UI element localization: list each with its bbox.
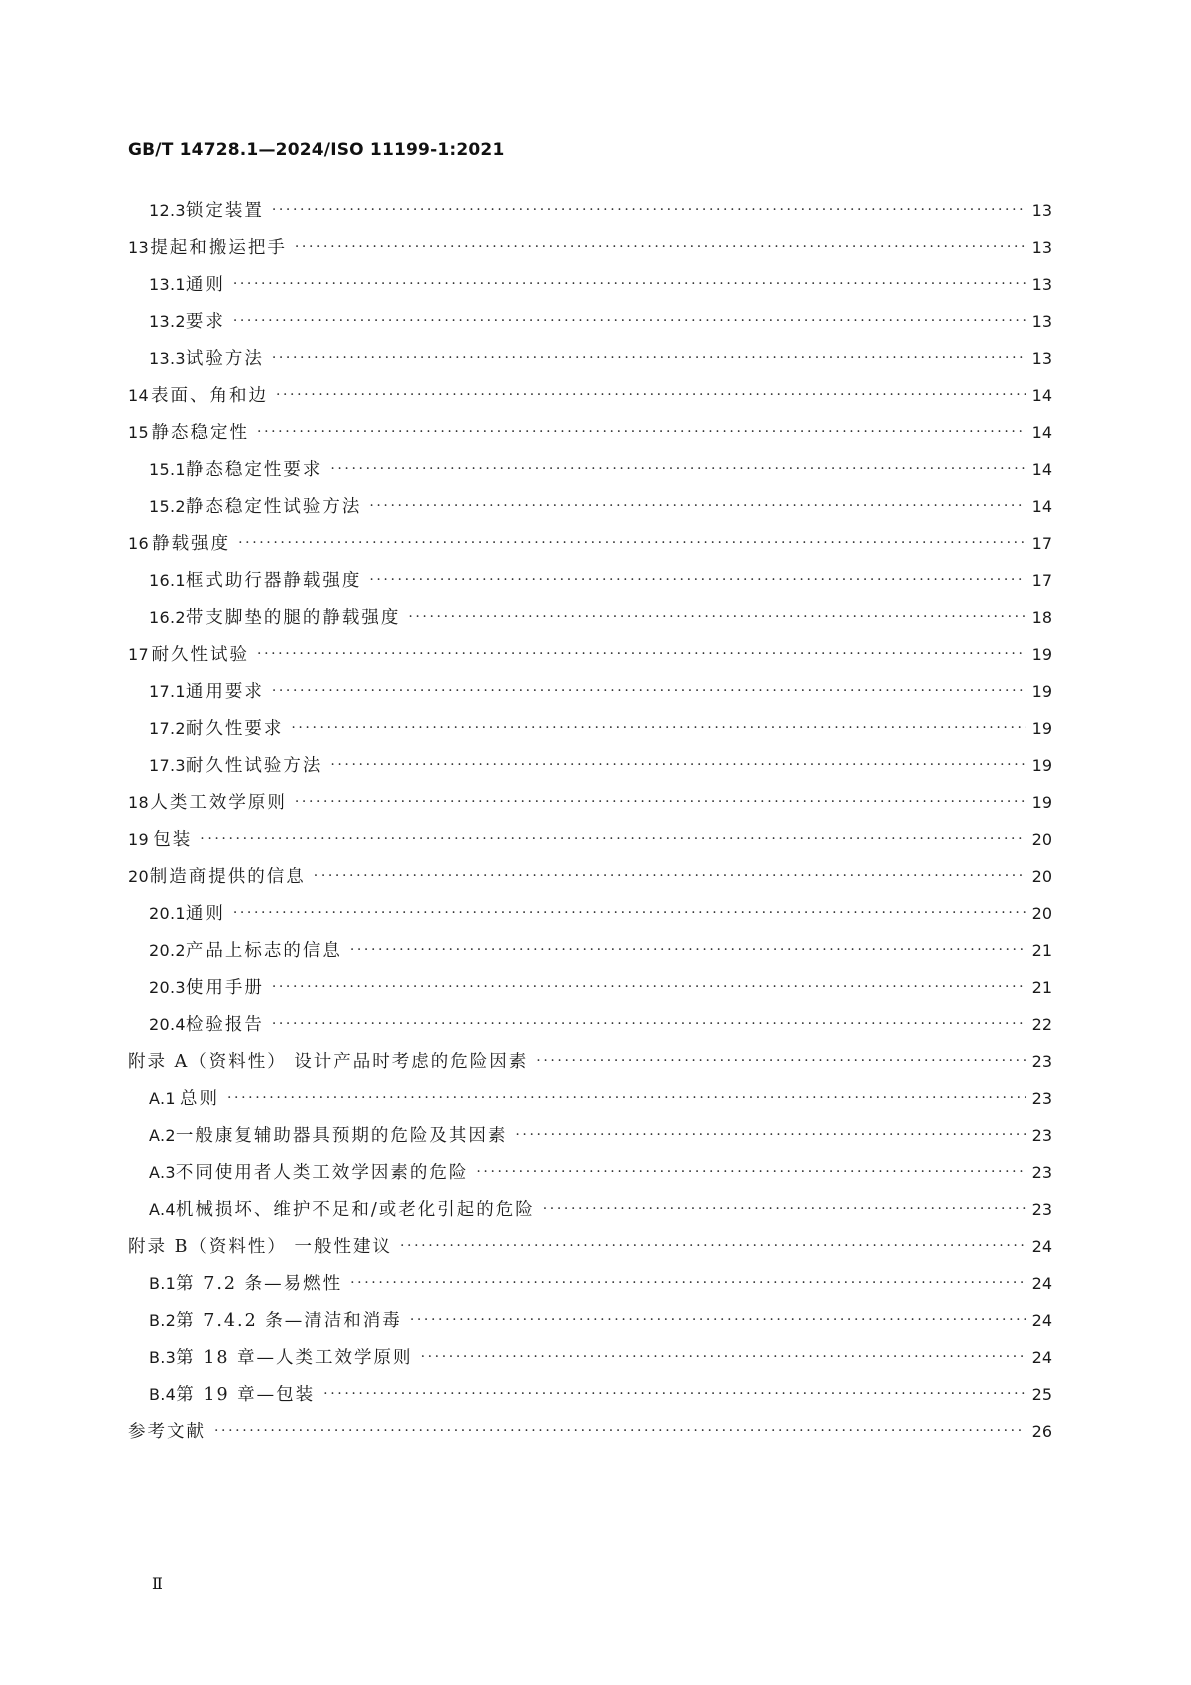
toc-entry[interactable] xyxy=(128,1413,1052,1450)
dot-leader xyxy=(295,229,1026,266)
toc-entry-page: 14 xyxy=(1031,386,1052,405)
dot-leader xyxy=(350,1265,1026,1302)
toc-entry-title: 提起和搬运把手 xyxy=(150,238,287,258)
toc-entry[interactable] xyxy=(128,858,1052,895)
toc-entry-page: 24 xyxy=(1031,1274,1052,1293)
toc-entry-page: 13 xyxy=(1031,312,1052,331)
dot-leader xyxy=(272,1006,1026,1043)
toc-entry-title: 人类工效学原则 xyxy=(150,793,287,813)
toc-entry-number: 17.1 xyxy=(149,682,186,701)
toc-entry-title: 静态稳定性 xyxy=(151,423,250,443)
toc-entry-page: 24 xyxy=(1031,1348,1052,1367)
dot-leader xyxy=(227,1080,1026,1117)
dot-leader xyxy=(350,932,1026,969)
toc-entry-title: 第 19 章—包装 xyxy=(176,1385,316,1405)
dot-leader xyxy=(233,303,1026,340)
toc-entry[interactable] xyxy=(128,1376,1052,1413)
toc-entry-title: 静态稳定性试验方法 xyxy=(185,497,362,517)
toc-entry-title: 框式助行器静载强度 xyxy=(185,571,362,591)
toc-entry[interactable] xyxy=(128,451,1052,488)
toc-entry[interactable] xyxy=(128,1043,1052,1080)
toc-entry-title: 通则 xyxy=(185,275,225,295)
footer-page-number: Ⅱ xyxy=(152,1574,163,1593)
dot-leader xyxy=(257,636,1026,673)
dot-leader xyxy=(276,377,1026,414)
toc-entry[interactable] xyxy=(128,784,1052,821)
toc-entry-title: 耐久性试验方法 xyxy=(185,756,323,776)
toc-entry-number: A.3 xyxy=(149,1163,176,1182)
toc-entry-number: A.4 xyxy=(149,1200,176,1219)
dot-leader xyxy=(369,562,1025,599)
toc-entry[interactable] xyxy=(128,932,1052,969)
dot-leader xyxy=(330,747,1025,784)
document-header xyxy=(128,140,504,160)
toc-entry-title: 附录 B（资料性） 一般性建议 xyxy=(128,1237,392,1257)
toc-entry-number: 17 xyxy=(128,645,149,664)
toc-entry-title: 静载强度 xyxy=(152,534,231,554)
toc-entry-page: 14 xyxy=(1031,423,1052,442)
toc-entry-number: 17.2 xyxy=(149,719,186,738)
toc-entry[interactable] xyxy=(128,747,1052,784)
toc-entry[interactable] xyxy=(128,821,1052,858)
toc-entry-page: 26 xyxy=(1031,1422,1052,1441)
toc-entry[interactable] xyxy=(128,229,1052,266)
toc-entry-title: 产品上标志的信息 xyxy=(185,941,342,961)
toc-entry-title: 第 18 章—人类工效学原则 xyxy=(176,1348,413,1368)
toc-entry-title: 要求 xyxy=(185,312,225,332)
toc-entry-title: 附录 A（资料性） 设计产品时考虑的危险因素 xyxy=(128,1052,529,1072)
toc-entry-page: 23 xyxy=(1031,1126,1052,1145)
dot-leader xyxy=(238,525,1026,562)
toc-entry-page: 21 xyxy=(1031,941,1052,960)
toc-entry-number: 15.1 xyxy=(149,460,186,479)
dot-leader xyxy=(408,599,1025,636)
toc-entry-title: 试验方法 xyxy=(185,349,264,369)
toc-entry-page: 19 xyxy=(1031,756,1052,775)
toc-entry-number: 20.1 xyxy=(149,904,186,923)
toc-entry-number: B.4 xyxy=(149,1385,177,1404)
toc-entry-title: 通用要求 xyxy=(185,682,264,702)
toc-entry-number: 20.2 xyxy=(149,941,186,960)
toc-entry-title: 不同使用者人类工效学因素的危险 xyxy=(175,1163,469,1183)
toc-entry[interactable] xyxy=(128,1265,1052,1302)
dot-leader xyxy=(272,192,1026,229)
dot-leader xyxy=(233,895,1026,932)
dot-leader xyxy=(400,1228,1026,1265)
dot-leader xyxy=(421,1339,1026,1376)
toc-entry[interactable] xyxy=(128,525,1052,562)
toc-entry-page: 21 xyxy=(1031,978,1052,997)
dot-leader xyxy=(272,673,1026,710)
toc-entry[interactable] xyxy=(128,1117,1052,1154)
dot-leader xyxy=(543,1191,1026,1228)
toc-entry[interactable] xyxy=(128,414,1052,451)
toc-entry-number: 20.3 xyxy=(149,978,186,997)
toc-entry-number: 12.3 xyxy=(149,201,186,220)
toc-entry[interactable] xyxy=(128,1302,1052,1339)
toc-entry-title: 通则 xyxy=(185,904,225,924)
toc-entry[interactable] xyxy=(128,1191,1052,1228)
toc-entry[interactable] xyxy=(128,340,1052,377)
toc-entry-title: 参考文献 xyxy=(128,1422,206,1442)
toc-entry-page: 24 xyxy=(1031,1237,1052,1256)
dot-leader xyxy=(233,266,1026,303)
toc-entry[interactable] xyxy=(128,192,1052,229)
toc-entry-number: 15.2 xyxy=(149,497,186,516)
dot-leader xyxy=(257,414,1026,451)
toc-entry-page: 19 xyxy=(1031,719,1052,738)
toc-entry-title: 包装 xyxy=(153,830,193,850)
toc-entry-title: 带支脚垫的腿的静载强度 xyxy=(185,608,401,628)
standard-number: GB/T 14728.1—2024/ISO 11199-1:2021 xyxy=(128,140,505,160)
dot-leader xyxy=(515,1117,1025,1154)
toc-entry-page: 13 xyxy=(1031,238,1052,257)
toc-entry-title: 制造商提供的信息 xyxy=(149,867,306,887)
toc-entry-page: 20 xyxy=(1031,867,1052,886)
dot-leader xyxy=(200,821,1025,858)
toc-entry[interactable] xyxy=(128,377,1052,414)
toc-entry-title: 使用手册 xyxy=(185,978,264,998)
dot-leader xyxy=(291,710,1025,747)
toc-entry[interactable] xyxy=(128,303,1052,340)
toc-entry-number: A.1 xyxy=(149,1089,176,1108)
dot-leader xyxy=(214,1413,1026,1450)
toc-entry-page: 13 xyxy=(1031,275,1052,294)
toc-entry-number: B.3 xyxy=(149,1348,177,1367)
table-of-contents xyxy=(128,192,1052,1450)
toc-entry-number: 20.4 xyxy=(149,1015,186,1034)
toc-entry-title: 耐久性试验 xyxy=(151,645,250,665)
dot-leader xyxy=(369,488,1025,525)
toc-entry-title: 一般康复辅助器具预期的危险及其因素 xyxy=(175,1126,508,1146)
toc-entry-number: B.1 xyxy=(149,1274,177,1293)
toc-entry-number: B.2 xyxy=(149,1311,177,1330)
toc-entry-number: 16.2 xyxy=(149,608,186,627)
toc-entry-page: 25 xyxy=(1031,1385,1052,1404)
toc-entry-number: 19 xyxy=(128,830,149,849)
toc-entry[interactable] xyxy=(128,969,1052,1006)
toc-entry-number: 16.1 xyxy=(149,571,186,590)
toc-entry-page: 17 xyxy=(1031,571,1052,590)
toc-entry-title: 机械损坏、维护不足和/或老化引起的危险 xyxy=(175,1200,535,1220)
toc-entry[interactable] xyxy=(128,562,1052,599)
toc-entry-number: 17.3 xyxy=(149,756,186,775)
toc-entry-title: 检验报告 xyxy=(185,1015,264,1035)
toc-entry-page: 23 xyxy=(1031,1089,1052,1108)
toc-entry-number: 13.1 xyxy=(149,275,186,294)
toc-entry[interactable] xyxy=(128,673,1052,710)
toc-entry-page: 20 xyxy=(1031,904,1052,923)
dot-leader xyxy=(295,784,1026,821)
toc-entry[interactable] xyxy=(128,710,1052,747)
toc-entry-title: 锁定装置 xyxy=(185,201,264,221)
toc-entry[interactable] xyxy=(128,636,1052,673)
toc-entry[interactable] xyxy=(128,1080,1052,1117)
toc-entry-page: 23 xyxy=(1031,1052,1052,1071)
toc-entry-number: 18 xyxy=(128,793,149,812)
toc-entry-page: 22 xyxy=(1031,1015,1052,1034)
toc-entry-number: 20 xyxy=(128,867,149,886)
toc-entry-title: 第 7.2 条—易燃性 xyxy=(176,1274,343,1294)
toc-entry[interactable] xyxy=(128,895,1052,932)
toc-entry[interactable] xyxy=(128,266,1052,303)
toc-entry-page: 14 xyxy=(1031,497,1052,516)
toc-entry-number: 14 xyxy=(128,386,149,405)
toc-entry-page: 23 xyxy=(1031,1200,1052,1219)
toc-entry[interactable] xyxy=(128,488,1052,525)
toc-entry-page: 13 xyxy=(1031,349,1052,368)
toc-entry-page: 24 xyxy=(1031,1311,1052,1330)
dot-leader xyxy=(272,340,1026,377)
toc-entry-number: 16 xyxy=(128,534,149,553)
toc-entry-page: 13 xyxy=(1031,201,1052,220)
toc-entry-title: 静态稳定性要求 xyxy=(185,460,323,480)
toc-entry-page: 14 xyxy=(1031,460,1052,479)
toc-entry[interactable] xyxy=(128,1154,1052,1191)
toc-entry-title: 表面、角和边 xyxy=(150,386,268,406)
toc-entry[interactable] xyxy=(128,1228,1052,1265)
toc-entry-page: 18 xyxy=(1031,608,1052,627)
toc-entry-page: 17 xyxy=(1031,534,1052,553)
toc-entry[interactable] xyxy=(128,599,1052,636)
dot-leader xyxy=(314,858,1026,895)
toc-entry-number: 13 xyxy=(128,238,149,257)
toc-entry-page: 23 xyxy=(1031,1163,1052,1182)
dot-leader xyxy=(330,451,1025,488)
dot-leader xyxy=(323,1376,1025,1413)
toc-entry-page: 20 xyxy=(1031,830,1052,849)
toc-entry-title: 第 7.4.2 条—清洁和消毒 xyxy=(176,1311,402,1331)
toc-entry-page: 19 xyxy=(1031,793,1052,812)
dot-leader xyxy=(410,1302,1026,1339)
toc-entry-title: 耐久性要求 xyxy=(185,719,284,739)
toc-entry-page: 19 xyxy=(1031,645,1052,664)
dot-leader xyxy=(536,1043,1025,1080)
toc-entry-number: 13.2 xyxy=(149,312,186,331)
toc-entry-page: 19 xyxy=(1031,682,1052,701)
toc-entry-number: A.2 xyxy=(149,1126,176,1145)
toc-entry[interactable] xyxy=(128,1006,1052,1043)
toc-entry-number: 15 xyxy=(128,423,149,442)
toc-entry-number: 13.3 xyxy=(149,349,186,368)
toc-entry[interactable] xyxy=(128,1339,1052,1376)
dot-leader xyxy=(476,1154,1025,1191)
toc-entry-title: 总则 xyxy=(180,1089,219,1109)
dot-leader xyxy=(272,969,1026,1006)
